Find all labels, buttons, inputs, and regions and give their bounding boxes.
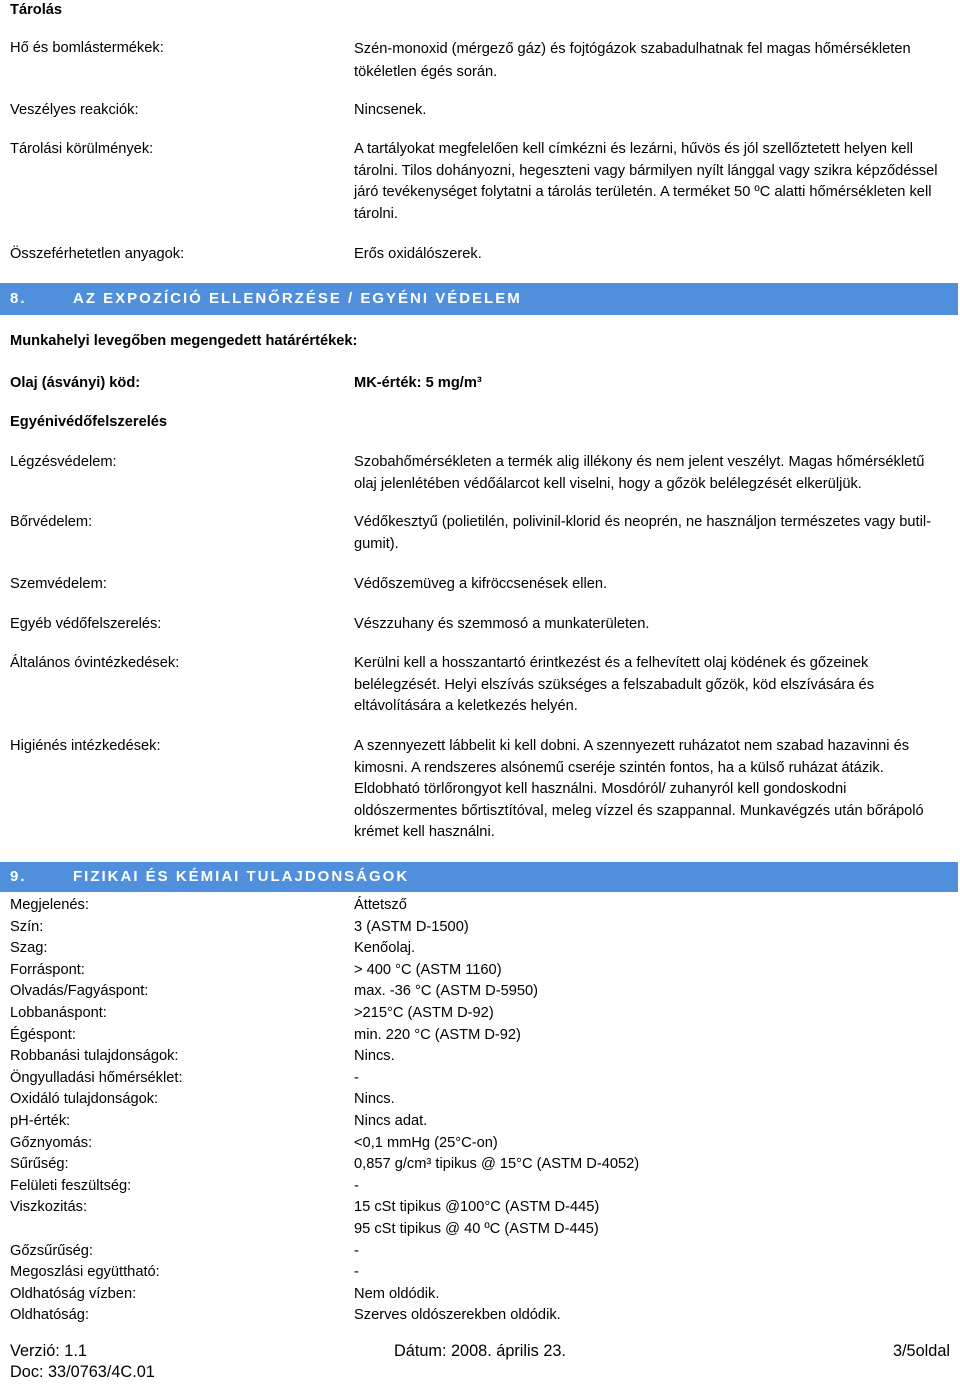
property-label: Viszkozitás:	[10, 1199, 88, 1216]
value-line: krémet kell használni.	[354, 824, 495, 841]
value-line: oldószermentes bőrtisztítóval, meleg vízzel és szappannal. Munkavégzés után bőrápoló	[354, 802, 924, 819]
storage-conditions-value	[354, 139, 938, 225]
value-line: eltávolítására a keletkezés helyén.	[354, 698, 578, 715]
skin-protection-value	[354, 512, 931, 555]
value-line: gumit).	[354, 535, 399, 552]
property-label: Olvadás/Fagyáspont:	[10, 983, 149, 1000]
skin-protection-label: Bőrvédelem:	[10, 514, 93, 530]
respiratory-protection-label: Légzésvédelem:	[10, 454, 117, 470]
property-label: Robbanási tulajdonságok:	[10, 1048, 179, 1065]
property-value: max. -36 °C (ASTM D-5950)	[354, 983, 539, 1000]
exposure-limits-heading: Munkahelyi levegőben megengedett határértékek:	[10, 333, 358, 349]
property-value: >215°C (ASTM D-92)	[354, 1004, 494, 1021]
eye-protection-label: Szemvédelem:	[10, 576, 107, 592]
hygiene-measures-label: Higiénés intézkedések:	[10, 738, 161, 754]
property-value: -	[354, 1242, 359, 1259]
value-line: tárolni. Tilos dohányozni, hegeszteni vagy bármilyen nyílt lánggal vagy szikra képződéssel	[354, 162, 938, 179]
value-line: Védőszemüveg a kifröccsenések ellen.	[354, 576, 608, 592]
property-label: Égéspont:	[10, 1026, 76, 1043]
property-value: -	[354, 1177, 359, 1194]
property-row-fire-point	[0, 1025, 960, 1047]
property-value: -	[354, 1069, 359, 1086]
footer-version: Verzió: 1.1	[10, 1342, 87, 1360]
other-protection-value	[354, 614, 649, 636]
property-value: Nincs.	[354, 1048, 395, 1065]
section-8-title: AZ EXPOZÍCIÓ ELLENŐRZÉSE / EGYÉNI VÉDELEM	[73, 290, 522, 307]
property-label: Oldhatóság:	[10, 1307, 89, 1324]
property-label: Lobbanáspont:	[10, 1004, 107, 1021]
property-row-viscosity	[0, 1197, 960, 1240]
property-row-autoignition-temperature	[0, 1068, 960, 1090]
property-label: Szag:	[10, 940, 48, 957]
property-label: Oldhatóság vízben:	[10, 1285, 137, 1302]
value-line: A szennyezett lábbelit ki kell dobni. A szennyezett ruházatot nem szabad hazavinni és	[354, 738, 910, 754]
property-value: Nincs adat.	[354, 1112, 428, 1129]
property-row-vapor-pressure	[0, 1133, 960, 1155]
property-label: Gőznyomás:	[10, 1134, 93, 1151]
value-line: kimosni. A rendszeres alsónemű cseréje szintén fontos, ha a külső ruházat átázik.	[354, 759, 884, 776]
respiratory-protection-value	[354, 452, 924, 495]
property-value	[354, 1197, 960, 1240]
hazardous-reactions-label: Veszélyes reakciók:	[10, 102, 139, 118]
decomposition-products-value	[354, 38, 911, 84]
value-line: belélegzését. Helyi elszívás szükséges a felszabadult gőzök, köd elszívására és	[354, 676, 875, 693]
property-row-appearance	[0, 895, 960, 917]
value-line: tökéletlen égés során.	[354, 64, 498, 80]
value-line: járó tevékenységet folytatni a tárolás területén. A terméket 50 ºC alatti hőmérsékleten kell	[354, 184, 932, 201]
incompatible-materials-label: Összeférhetetlen anyagok:	[10, 246, 185, 262]
property-row-partition-coefficient	[0, 1262, 960, 1284]
property-row-water-solubility	[0, 1284, 960, 1306]
property-label: Megjelenés:	[10, 897, 89, 913]
section-9-number: 9.	[10, 868, 27, 885]
ppe-heading: Egyénivédőfelszerelés	[10, 414, 168, 430]
property-row-density	[0, 1154, 960, 1176]
property-label: Forráspont:	[10, 961, 85, 978]
property-label: Megoszlási együttható:	[10, 1264, 160, 1281]
property-value: min. 220 °C (ASTM D-92)	[354, 1026, 521, 1043]
property-row-vapor-density	[0, 1241, 960, 1263]
property-label: Szín:	[10, 918, 44, 935]
property-value: Szerves oldószerekben oldódik.	[354, 1307, 561, 1324]
decomposition-products-label: Hő és bomlástermékek:	[10, 40, 164, 56]
property-row-surface-tension	[0, 1176, 960, 1198]
value-line: Szén-monoxid (mérgező gáz) és fojtógázok szabadulhatnak fel magas hőmérsékleten	[354, 41, 911, 57]
property-value: <0,1 mmHg (25°C-on)	[354, 1134, 498, 1151]
property-value: Kenőolaj.	[354, 940, 416, 957]
value-line: olaj jelenlétében védőálarcot kell viselni, hogy a gőzök belélegzését elkerüljük.	[354, 475, 862, 492]
footer-page-number: 3/5oldal	[892, 1342, 950, 1360]
property-value: Nem oldódik.	[354, 1285, 440, 1302]
general-precautions-label: Általános óvintézkedések:	[10, 655, 180, 671]
property-label: Oxidáló tulajdonságok:	[10, 1091, 159, 1108]
general-precautions-value	[354, 653, 874, 718]
value-line: Kerülni kell a hosszantartó érintkezést és a felhevített olaj ködének és gőzeinek	[354, 655, 869, 671]
section-8-bar	[0, 283, 958, 315]
oil-mist-limit-value: MK-érték: 5 mg/m³	[354, 375, 482, 391]
value-line: Eldobható törlőrongyot kell használni. Mosdóról/ zuhanyról kell gondoskodni	[354, 781, 847, 798]
hazardous-reactions-value	[354, 100, 426, 122]
property-label: Öngyulladási hőmérséklet:	[10, 1069, 183, 1086]
property-row-color	[0, 917, 960, 939]
value-line: Szobahőmérsékleten a termék alig illékony és nem jelent veszélyt. Magas hőmérsékletű	[354, 454, 925, 470]
value-line: Erős oxidálószerek.	[354, 246, 482, 262]
oil-mist-label: Olaj (ásványi) köd:	[10, 375, 141, 391]
property-row-solubility	[0, 1305, 960, 1327]
value-line: A tartályokat megfelelően kell címkézni és lezárni, hűvös és jól szellőztetett helyen kell	[354, 141, 914, 157]
footer-date: Dátum: 2008. április 23.	[394, 1342, 566, 1360]
storage-conditions-label: Tárolási körülmények:	[10, 141, 154, 157]
property-row-ph	[0, 1111, 960, 1133]
property-label: Sűrűség:	[10, 1156, 69, 1173]
property-value: Áttetsző	[354, 897, 407, 913]
hygiene-measures-value	[354, 736, 924, 844]
property-label: Felületi feszültség:	[10, 1177, 132, 1194]
property-row-boiling-point	[0, 960, 960, 982]
section-9-bar	[0, 862, 958, 892]
property-value: 0,857 g/cm³ tipikus @ 15°C (ASTM D-4052)	[354, 1156, 640, 1173]
property-value: > 400 °C (ASTM 1160)	[354, 961, 502, 978]
property-value: Nincs.	[354, 1091, 395, 1108]
value-line: Védőkesztyű (polietilén, polivinil-klorid és neoprén, ne használjon természetes vagy butil-	[354, 514, 931, 530]
property-label: Gőzsűrűség:	[10, 1242, 94, 1259]
incompatible-materials-value	[354, 244, 482, 266]
value-line: Nincsenek.	[354, 102, 427, 118]
other-protection-label: Egyéb védőfelszerelés:	[10, 616, 162, 632]
properties-list	[0, 895, 960, 1327]
storage-heading: Tárolás	[10, 2, 63, 18]
value-line: Vészzuhany és szemmosó a munkaterületen.	[354, 616, 650, 632]
section-8-number: 8.	[10, 290, 27, 307]
property-row-explosive-properties	[0, 1046, 960, 1068]
property-row-oxidizing-properties	[0, 1089, 960, 1111]
footer-doc-number: Doc: 33/0763/4C.01	[10, 1363, 155, 1381]
property-label: pH-érték:	[10, 1112, 71, 1129]
eye-protection-value	[354, 574, 607, 596]
property-value: -	[354, 1264, 359, 1281]
value-line: tárolni.	[354, 205, 398, 222]
property-row-odor	[0, 938, 960, 960]
section-9-title: FIZIKAI ÉS KÉMIAI TULAJDONSÁGOK	[73, 868, 410, 885]
value-line: 95 cSt tipikus @ 40 ºC (ASTM D-445)	[354, 1220, 599, 1237]
property-row-melting-freezing-point	[0, 981, 960, 1003]
value-line: 15 cSt tipikus @100°C (ASTM D-445)	[354, 1199, 600, 1216]
property-row-flash-point	[0, 1003, 960, 1025]
property-value: 3 (ASTM D-1500)	[354, 918, 469, 935]
